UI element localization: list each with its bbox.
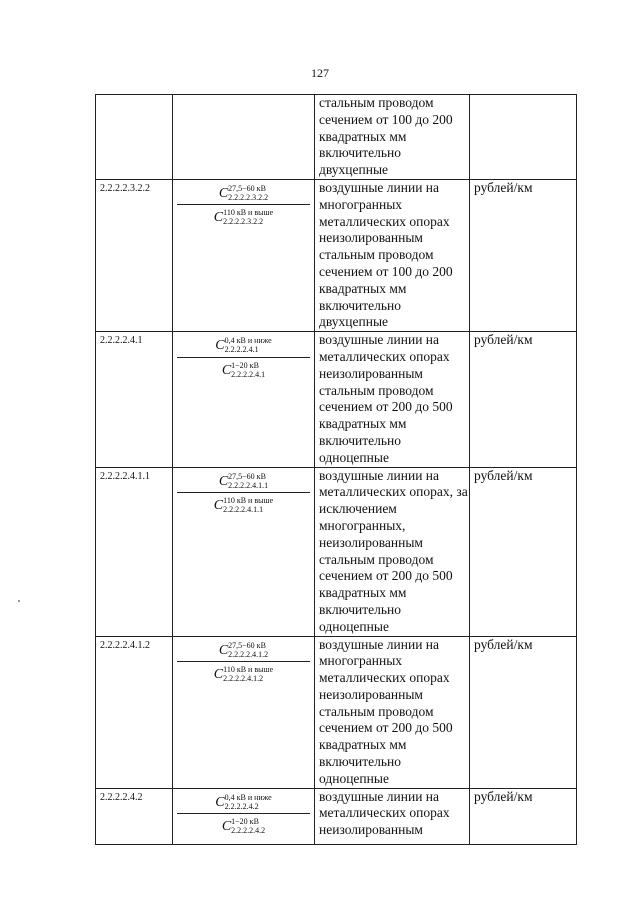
symbol-divider — [177, 204, 310, 205]
row-code: 2.2.2.2.4.1.2 — [96, 636, 173, 788]
row-description: воздушные линии на металлических опорах, за исключением многогранных, неизолированным стальным проводом сечением от 200 до 500 квадратных мм включительно одноцепные — [315, 467, 470, 636]
rate-symbol-superscript: 110 кВ и выше — [223, 495, 274, 505]
rate-symbols — [173, 467, 315, 636]
scan-artifact — [18, 600, 20, 602]
rate-symbol-letter: C — [215, 338, 225, 354]
rate-symbol — [173, 641, 314, 659]
rate-symbol-subscript: 2.2.2.2.4.1.1 — [223, 504, 264, 514]
rate-symbol — [173, 361, 314, 379]
row-code: 2.2.2.2.3.2.2 — [96, 179, 173, 331]
symbol-divider — [177, 492, 310, 493]
rate-symbol-superscript: 1−20 кВ — [231, 816, 259, 826]
row-unit: рублей/км — [470, 467, 577, 636]
row-unit: рублей/км — [470, 332, 577, 467]
row-unit: рублей/км — [470, 179, 577, 331]
row-code: 2.2.2.2.4.2 — [96, 788, 173, 844]
rate-symbol-superscript: 1−20 кВ — [231, 361, 259, 371]
rate-symbol-superscript: 27,5−60 кВ — [228, 471, 266, 481]
rate-symbol-superscript: 27,5−60 кВ — [228, 640, 266, 650]
rate-symbol-subscript: 2.2.2.2.4.1.2 — [223, 673, 264, 683]
rate-symbol — [173, 793, 314, 811]
rate-symbol — [173, 336, 314, 354]
rate-symbol-subscript: 2.2.2.2.4.1 — [231, 370, 266, 380]
row-description: воздушные линии на многогранных металлических опорах неизолированным стальным проводом сечением от 100 до 200 квадратных мм включительно двухцепные — [315, 179, 470, 331]
row-code — [96, 95, 173, 180]
rate-symbol-letter: C — [218, 642, 229, 658]
rate-symbol-letter: C — [221, 818, 232, 834]
table-row — [96, 332, 577, 467]
row-unit: рублей/км — [470, 788, 577, 844]
rate-symbol-letter: C — [218, 185, 229, 201]
table-row — [96, 788, 577, 844]
row-unit — [470, 95, 577, 180]
page-number: 127 — [311, 66, 329, 80]
tariff-table — [95, 94, 577, 845]
rate-symbols — [173, 332, 315, 467]
row-description: воздушные линии на металлических опорах неизолированным — [315, 788, 470, 844]
table-row — [96, 636, 577, 788]
rate-symbol-superscript: 27,5−60 кВ — [228, 183, 266, 193]
rate-symbol — [173, 496, 314, 514]
rate-symbol-subscript: 2.2.2.2.4.2 — [231, 825, 266, 835]
rate-symbols — [173, 179, 315, 331]
rate-symbol — [173, 208, 314, 226]
rate-symbol — [173, 665, 314, 683]
table-row — [96, 467, 577, 636]
rate-symbol-subscript: 2.2.2.2.4.2 — [224, 801, 259, 811]
rate-symbol-letter: C — [213, 666, 224, 682]
rate-symbols — [173, 636, 315, 788]
symbol-divider — [177, 661, 310, 662]
rate-symbol-subscript: 2.2.2.2.3.2.2 — [228, 192, 269, 202]
rate-symbol-subscript: 2.2.2.2.4.1 — [224, 345, 259, 355]
rate-symbol-superscript: 110 кВ и выше — [223, 664, 274, 674]
rate-symbol — [173, 472, 314, 490]
rate-symbol-letter: C — [215, 794, 225, 810]
rate-symbol — [173, 817, 314, 835]
row-code: 2.2.2.2.4.1.1 — [96, 467, 173, 636]
rate-symbol-subscript: 2.2.2.2.4.1.2 — [228, 649, 269, 659]
row-code: 2.2.2.2.4.1 — [96, 332, 173, 467]
rate-symbol-letter: C — [213, 497, 224, 513]
symbol-divider — [177, 357, 310, 358]
rate-symbol-subscript: 2.2.2.2.3.2.2 — [223, 216, 264, 226]
rate-symbol-superscript: 0,4 кВ и ниже — [224, 336, 272, 346]
rate-symbol-letter: C — [213, 209, 224, 225]
table-row — [96, 179, 577, 331]
table-row — [96, 95, 577, 180]
row-description: стальным проводом сечением от 100 до 200 квадратных мм включительно двухцепные — [315, 95, 470, 180]
row-unit: рублей/км — [470, 636, 577, 788]
rate-symbols — [173, 788, 315, 844]
rate-symbol-superscript: 0,4 кВ и ниже — [224, 792, 272, 802]
rate-symbol-superscript: 110 кВ и выше — [223, 207, 274, 217]
rate-symbol-letter: C — [218, 473, 229, 489]
row-description: воздушные линии на металлических опорах неизолированным стальным проводом сечением от 200 до 500 квадратных мм включительно одноцепные — [315, 332, 470, 467]
row-description: воздушные линии на многогранных металлических опорах неизолированным стальным проводом сечением от 200 до 500 квадратных мм включительно одноцепные — [315, 636, 470, 788]
symbol-divider — [177, 813, 310, 814]
rate-symbol-letter: C — [221, 363, 232, 379]
rate-symbol — [173, 184, 314, 202]
rate-symbol-subscript: 2.2.2.2.4.1.1 — [228, 480, 269, 490]
rate-symbols — [173, 95, 315, 180]
